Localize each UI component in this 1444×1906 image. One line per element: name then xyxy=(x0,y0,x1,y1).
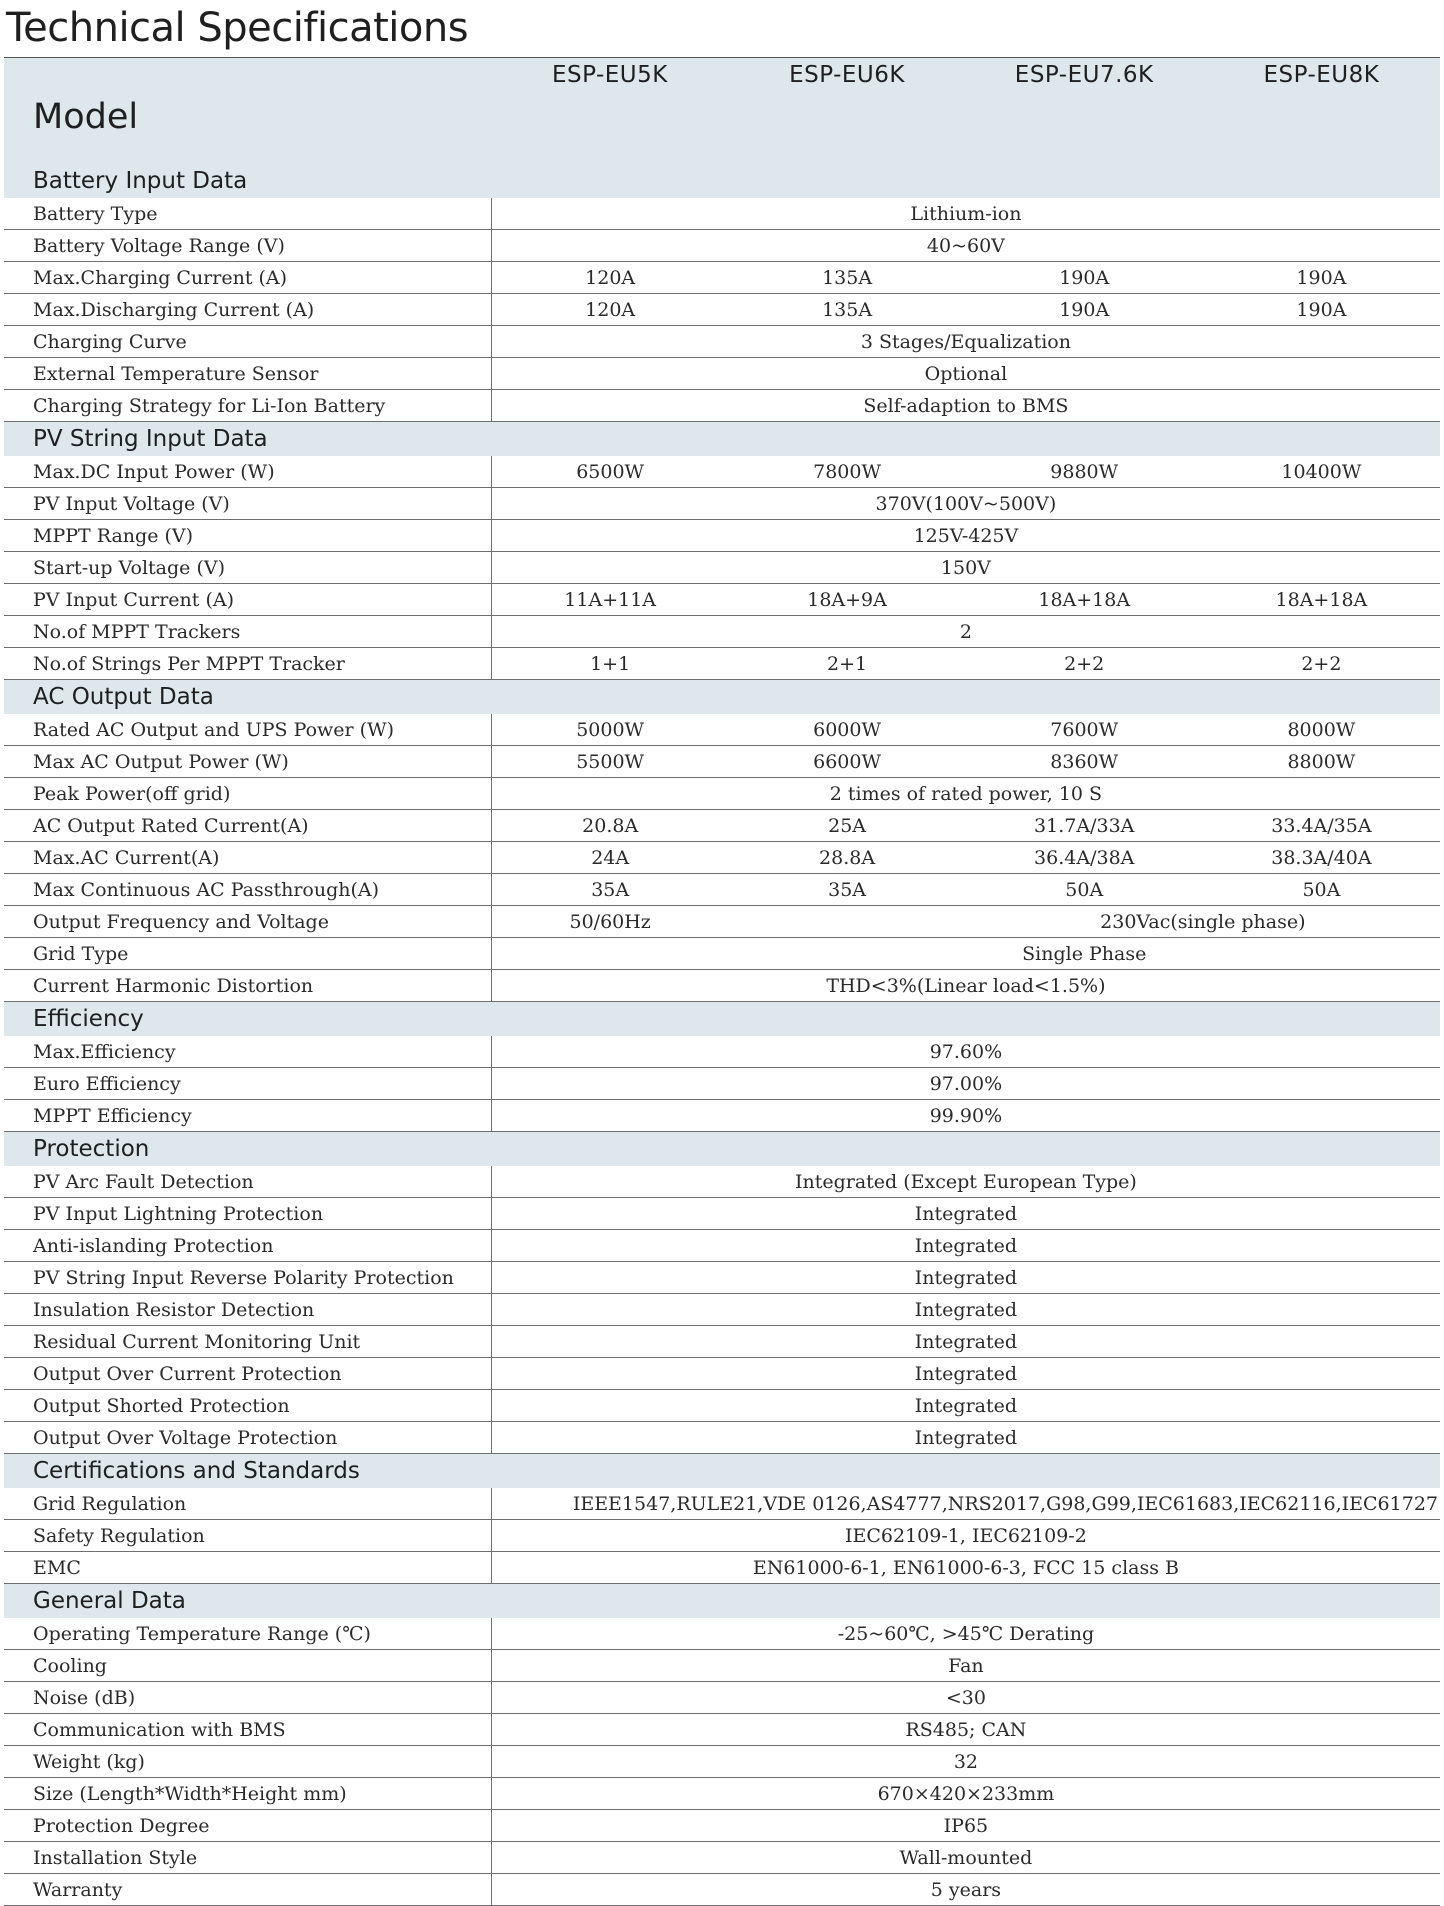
spec-value: 99.90% xyxy=(491,1100,1440,1132)
spec-row xyxy=(4,1618,1440,1650)
section-header-row xyxy=(4,1132,1440,1167)
spec-row xyxy=(4,1520,1440,1552)
spec-row xyxy=(4,1326,1440,1358)
spec-value: EN61000-6-1, EN61000-6-3, FCC 15 class B xyxy=(491,1552,1440,1584)
spec-row xyxy=(4,230,1440,262)
model-name: ESP-EU6K xyxy=(728,58,965,164)
spec-label: Max.Efficiency xyxy=(4,1036,491,1068)
spec-value: THD<3%(Linear load<1.5%) xyxy=(491,970,1440,1002)
spec-value: Integrated xyxy=(491,1294,1440,1326)
spec-label: Euro Efficiency xyxy=(4,1068,491,1100)
spec-row xyxy=(4,1874,1440,1906)
spec-value: Lithium-ion xyxy=(491,198,1440,230)
spec-value: 8800W xyxy=(1203,746,1440,778)
spec-value: Integrated xyxy=(491,1230,1440,1262)
spec-value: 8360W xyxy=(966,746,1203,778)
spec-value: Wall-mounted xyxy=(491,1842,1440,1874)
spec-value: 1+1 xyxy=(491,648,728,680)
spec-value-gap xyxy=(728,906,965,938)
spec-label: No.of Strings Per MPPT Tracker xyxy=(4,648,491,680)
spec-label: Max AC Output Power (W) xyxy=(4,746,491,778)
spec-value: 18A+9A xyxy=(728,584,965,616)
spec-value: Integrated xyxy=(491,1422,1440,1454)
spec-row xyxy=(4,1650,1440,1682)
spec-value: 5000W xyxy=(491,714,728,746)
spec-row xyxy=(4,1166,1440,1198)
spec-value: Self-adaption to BMS xyxy=(491,390,1440,422)
spec-row xyxy=(4,1390,1440,1422)
spec-label: Output Over Current Protection xyxy=(4,1358,491,1390)
section-title: Protection xyxy=(4,1132,1440,1167)
spec-value: 3 Stages/Equalization xyxy=(491,326,1440,358)
spec-value: 125V-425V xyxy=(491,520,1440,552)
spec-value: 6000W xyxy=(728,714,965,746)
spec-label: Cooling xyxy=(4,1650,491,1682)
spec-row xyxy=(4,1488,1440,1520)
spec-value: 190A xyxy=(966,262,1203,294)
spec-row xyxy=(4,1294,1440,1326)
spec-label: Communication with BMS xyxy=(4,1714,491,1746)
spec-value-gap xyxy=(491,938,728,970)
spec-value: 190A xyxy=(1203,262,1440,294)
section-title: AC Output Data xyxy=(4,680,1440,715)
spec-value: Integrated xyxy=(491,1198,1440,1230)
spec-value: 135A xyxy=(728,262,965,294)
page-title: Technical Specifications xyxy=(6,5,469,51)
spec-row xyxy=(4,1262,1440,1294)
spec-value: <30 xyxy=(491,1682,1440,1714)
spec-value: 6500W xyxy=(491,456,728,488)
spec-label: Max.DC Input Power (W) xyxy=(4,456,491,488)
spec-value: 2 times of rated power, 10 S xyxy=(491,778,1440,810)
spec-table xyxy=(4,58,1440,1906)
spec-label: Weight (kg) xyxy=(4,1746,491,1778)
spec-row xyxy=(4,1682,1440,1714)
spec-row xyxy=(4,358,1440,390)
spec-label: Operating Temperature Range (℃) xyxy=(4,1618,491,1650)
spec-value: 2 xyxy=(491,616,1440,648)
spec-label: Start-up Voltage (V) xyxy=(4,552,491,584)
spec-row xyxy=(4,778,1440,810)
spec-row xyxy=(4,520,1440,552)
spec-value: 6600W xyxy=(728,746,965,778)
spec-value: 7600W xyxy=(966,714,1203,746)
spec-value: 35A xyxy=(728,874,965,906)
section-header-row xyxy=(4,1454,1440,1489)
spec-value: 10400W xyxy=(1203,456,1440,488)
section-title: PV String Input Data xyxy=(4,422,1440,457)
spec-value: Integrated (Except European Type) xyxy=(491,1166,1440,1198)
spec-row xyxy=(4,1422,1440,1454)
spec-label: PV String Input Reverse Polarity Protection xyxy=(4,1262,491,1294)
spec-row xyxy=(4,198,1440,230)
spec-value: 40~60V xyxy=(491,230,1440,262)
model-header-row xyxy=(4,58,1440,164)
spec-value: 38.3A/40A xyxy=(1203,842,1440,874)
spec-label: Max.Charging Current (A) xyxy=(4,262,491,294)
spec-value: 33.4A/35A xyxy=(1203,810,1440,842)
spec-label: Size (Length*Width*Height mm) xyxy=(4,1778,491,1810)
spec-row xyxy=(4,390,1440,422)
spec-value: 36.4A/38A xyxy=(966,842,1203,874)
spec-row xyxy=(4,488,1440,520)
spec-row xyxy=(4,552,1440,584)
spec-value: Integrated xyxy=(491,1390,1440,1422)
spec-label: Insulation Resistor Detection xyxy=(4,1294,491,1326)
spec-value: 18A+18A xyxy=(966,584,1203,616)
spec-row xyxy=(4,326,1440,358)
spec-value: 35A xyxy=(491,874,728,906)
section-header-row xyxy=(4,680,1440,715)
spec-value: Integrated xyxy=(491,1358,1440,1390)
spec-value: -25~60℃, >45℃ Derating xyxy=(491,1618,1440,1650)
spec-label: Battery Voltage Range (V) xyxy=(4,230,491,262)
spec-value: Single Phase xyxy=(728,938,1440,970)
spec-row xyxy=(4,746,1440,778)
spec-label: Protection Degree xyxy=(4,1810,491,1842)
spec-row xyxy=(4,1714,1440,1746)
spec-row xyxy=(4,810,1440,842)
spec-value: 190A xyxy=(966,294,1203,326)
spec-value: 120A xyxy=(491,294,728,326)
spec-label: Installation Style xyxy=(4,1842,491,1874)
spec-value: 31.7A/33A xyxy=(966,810,1203,842)
spec-row xyxy=(4,262,1440,294)
spec-value: IEEE1547,RULE21,VDE 0126,AS4777,NRS2017,G98,G99,IEC61683,IEC62116,IEC61727 xyxy=(491,1488,1440,1520)
spec-value: 2+2 xyxy=(966,648,1203,680)
spec-value: 24A xyxy=(491,842,728,874)
spec-label: External Temperature Sensor xyxy=(4,358,491,390)
spec-value: Optional xyxy=(491,358,1440,390)
spec-label: PV Input Lightning Protection xyxy=(4,1198,491,1230)
spec-label: Anti-islanding Protection xyxy=(4,1230,491,1262)
spec-label: Grid Regulation xyxy=(4,1488,491,1520)
spec-label: No.of MPPT Trackers xyxy=(4,616,491,648)
spec-label: MPPT Range (V) xyxy=(4,520,491,552)
spec-row xyxy=(4,1842,1440,1874)
spec-row xyxy=(4,294,1440,326)
spec-value: 2+1 xyxy=(728,648,965,680)
spec-row xyxy=(4,1810,1440,1842)
spec-row xyxy=(4,1198,1440,1230)
section-title: General Data xyxy=(4,1584,1440,1619)
spec-label: Peak Power(off grid) xyxy=(4,778,491,810)
spec-value: 50/60Hz xyxy=(491,906,728,938)
spec-value: 20.8A xyxy=(491,810,728,842)
section-header-row xyxy=(4,422,1440,457)
spec-value: 50A xyxy=(966,874,1203,906)
spec-row xyxy=(4,874,1440,906)
spec-row xyxy=(4,648,1440,680)
spec-value: 25A xyxy=(728,810,965,842)
spec-value: IP65 xyxy=(491,1810,1440,1842)
spec-label: Safety Regulation xyxy=(4,1520,491,1552)
spec-label: Max.AC Current(A) xyxy=(4,842,491,874)
model-name: ESP-EU7.6K xyxy=(966,58,1203,164)
spec-value: 230Vac(single phase) xyxy=(966,906,1440,938)
spec-label: Warranty xyxy=(4,1874,491,1906)
spec-row xyxy=(4,1230,1440,1262)
spec-value: IEC62109-1, IEC62109-2 xyxy=(491,1520,1440,1552)
spec-value: Integrated xyxy=(491,1326,1440,1358)
spec-value: 670×420×233mm xyxy=(491,1778,1440,1810)
spec-label: PV Arc Fault Detection xyxy=(4,1166,491,1198)
spec-row xyxy=(4,714,1440,746)
spec-value: 32 xyxy=(491,1746,1440,1778)
spec-table-body xyxy=(4,58,1440,1906)
spec-row xyxy=(4,906,1440,938)
spec-row xyxy=(4,1100,1440,1132)
spec-row xyxy=(4,1358,1440,1390)
spec-value: 50A xyxy=(1203,874,1440,906)
spec-value: Fan xyxy=(491,1650,1440,1682)
spec-value: 5500W xyxy=(491,746,728,778)
spec-value: 11A+11A xyxy=(491,584,728,616)
spec-value: 9880W xyxy=(966,456,1203,488)
model-name: ESP-EU8K xyxy=(1203,58,1440,164)
spec-label: Noise (dB) xyxy=(4,1682,491,1714)
spec-value: 5 years xyxy=(491,1874,1440,1906)
spec-row xyxy=(4,456,1440,488)
spec-label: Residual Current Monitoring Unit xyxy=(4,1326,491,1358)
spec-label: Output Shorted Protection xyxy=(4,1390,491,1422)
spec-value: 8000W xyxy=(1203,714,1440,746)
spec-label: MPPT Efficiency xyxy=(4,1100,491,1132)
spec-label: Charging Strategy for Li-Ion Battery xyxy=(4,390,491,422)
spec-label: Output Over Voltage Protection xyxy=(4,1422,491,1454)
spec-row xyxy=(4,842,1440,874)
section-title: Battery Input Data xyxy=(4,164,1440,198)
section-header-row xyxy=(4,164,1440,198)
section-title: Certifications and Standards xyxy=(4,1454,1440,1489)
spec-label: Charging Curve xyxy=(4,326,491,358)
spec-row xyxy=(4,616,1440,648)
spec-label: PV Input Voltage (V) xyxy=(4,488,491,520)
spec-label: Current Harmonic Distortion xyxy=(4,970,491,1002)
model-name: ESP-EU5K xyxy=(491,58,728,164)
spec-label: Max.Discharging Current (A) xyxy=(4,294,491,326)
spec-label: EMC xyxy=(4,1552,491,1584)
spec-label: Output Frequency and Voltage xyxy=(4,906,491,938)
spec-row xyxy=(4,1068,1440,1100)
spec-value: 97.60% xyxy=(491,1036,1440,1068)
section-header-row xyxy=(4,1584,1440,1619)
spec-label: Battery Type xyxy=(4,198,491,230)
spec-row xyxy=(4,1746,1440,1778)
spec-value: 135A xyxy=(728,294,965,326)
spec-value: 18A+18A xyxy=(1203,584,1440,616)
spec-row xyxy=(4,1036,1440,1068)
spec-label: Grid Type xyxy=(4,938,491,970)
spec-value: Integrated xyxy=(491,1262,1440,1294)
spec-value: 150V xyxy=(491,552,1440,584)
spec-value: 190A xyxy=(1203,294,1440,326)
spec-value: RS485; CAN xyxy=(491,1714,1440,1746)
section-title: Efficiency xyxy=(4,1002,1440,1037)
spec-value: 28.8A xyxy=(728,842,965,874)
spec-value: 370V(100V~500V) xyxy=(491,488,1440,520)
spec-value: 97.00% xyxy=(491,1068,1440,1100)
section-header-row xyxy=(4,1002,1440,1037)
spec-value: 120A xyxy=(491,262,728,294)
spec-row xyxy=(4,584,1440,616)
spec-label: PV Input Current (A) xyxy=(4,584,491,616)
spec-label: AC Output Rated Current(A) xyxy=(4,810,491,842)
spec-row xyxy=(4,938,1440,970)
model-label: Model xyxy=(4,58,491,164)
spec-label: Rated AC Output and UPS Power (W) xyxy=(4,714,491,746)
spec-row xyxy=(4,970,1440,1002)
spec-label: Max Continuous AC Passthrough(A) xyxy=(4,874,491,906)
spec-row xyxy=(4,1778,1440,1810)
spec-value: 7800W xyxy=(728,456,965,488)
spec-value: 2+2 xyxy=(1203,648,1440,680)
spec-row xyxy=(4,1552,1440,1584)
